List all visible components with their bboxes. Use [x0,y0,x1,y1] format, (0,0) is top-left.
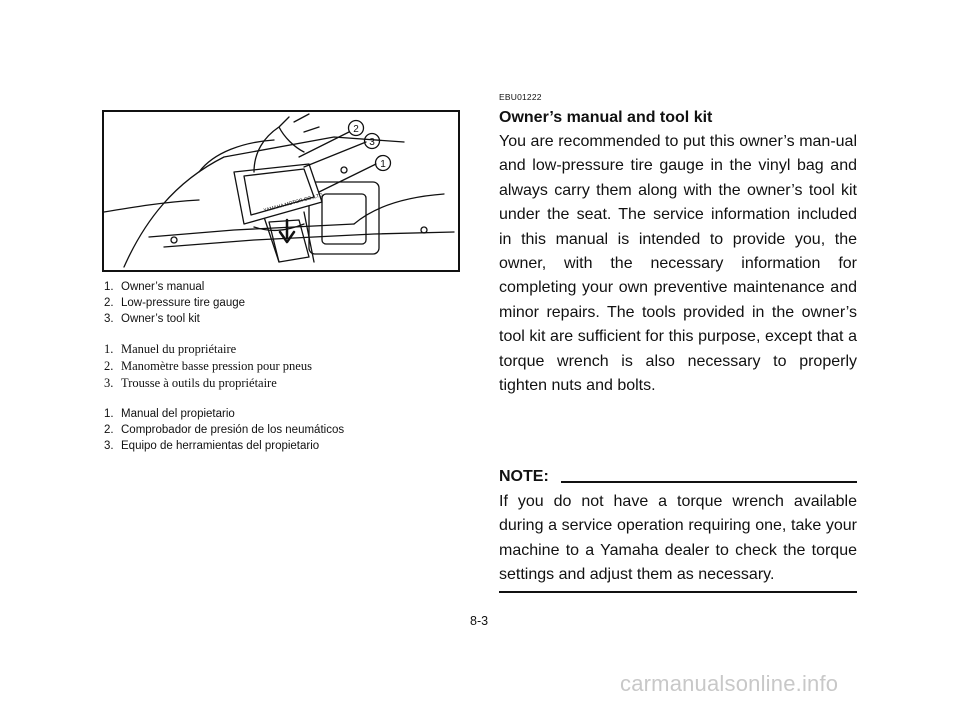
section-heading: Owner’s manual and tool kit [499,109,713,126]
caption-item: 2. Low-pressure tire gauge [104,297,246,309]
section-owners-manual [499,92,857,398]
callout-1: 1 [380,159,386,170]
captions-english [104,279,464,327]
owner-manual-illustration [102,110,460,272]
note-label: NOTE: [499,468,549,485]
note-bottom-rule [499,591,857,593]
caption-item: 2. Comprobador de presión de los neumáticos [104,424,345,436]
hand [254,114,319,172]
figure-captions [104,279,464,468]
bag-label: YAMAHA MOTOR CO.,LTD. [262,191,325,214]
section-code: EBU01222 [499,92,542,102]
watermark: carmanualsonline.info [620,671,839,696]
caption-item: 3. Owner’s tool kit [104,313,200,325]
section-body: You are recommended to put this owner’s man-ual and low-pressure tire gauge in the vinyl bag and always carry them along with the owner’s tool kit under the seat. The service information included in this manual is intended to provide you, the owner, with the necessary information for completing your own preventive maintenance and minor repairs. The tools provided in the owner’s tool kit are sufficient for this purpose, except that a torque wrench is also necessary to properly tighten nuts and bolts. [499,133,857,395]
note-body: If you do not have a torque wrench available during a service operation requiring one, take your machine to a Yamaha dealer to check the torque settings and adjust them as necessary. [499,493,857,584]
callout-2: 2 [353,124,359,135]
caption-item: 3. Trousse à outils du propriétaire [104,376,277,390]
caption-item: 3. Equipo de herramientas del propietario [104,440,320,452]
callout-3: 3 [369,137,375,148]
captions-spanish [104,406,464,454]
caption-item: 1. Manuel du propriétaire [104,342,237,356]
note-box [499,466,857,593]
note-header [499,466,857,488]
page-number: 8-3 [470,614,489,628]
caption-item: 1. Manual del propietario [104,408,235,420]
captions-french [104,341,464,392]
note-divider [561,481,857,483]
caption-item: 2. Manomètre basse pression pour pneus [104,359,312,373]
caption-item: 1. Owner’s manual [104,281,205,293]
